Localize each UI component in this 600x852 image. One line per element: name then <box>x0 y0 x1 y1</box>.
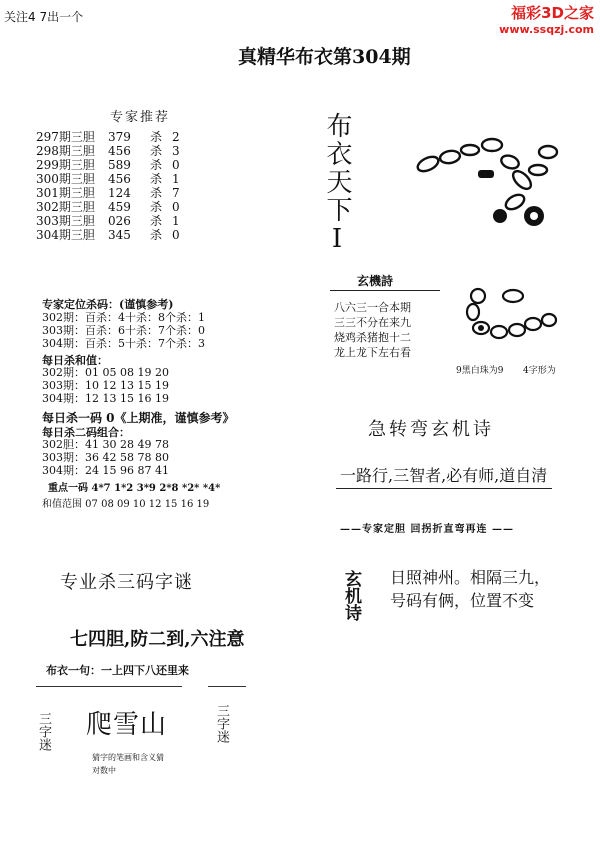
bead-icon <box>461 145 479 155</box>
poem-box-title: 玄機詩 <box>357 274 394 288</box>
recommend-row: 301期三胆 124 杀 7 <box>36 186 180 200</box>
jizhuan-underline <box>336 488 552 489</box>
position-kill-row: 302期：百杀：4十杀：8个杀：1 <box>42 311 205 324</box>
bead-icon <box>439 149 461 164</box>
hint-left: 9黑白珠为9 <box>456 366 504 376</box>
daily-two-row: 303期：36 42 58 78 80 <box>42 451 169 464</box>
bead-icon <box>503 290 523 302</box>
riddle-word: 爬雪山 <box>86 710 168 740</box>
brand-url[interactable]: www.ssqzj.com <box>499 23 594 36</box>
riddle-note-2: 对数中 <box>92 766 116 775</box>
daily-one-title: 每日杀一码 0《上期准，谨慎参考》 <box>42 411 235 425</box>
xuanji-vertical-title: 玄机诗 <box>341 570 361 621</box>
kill-three-title: 专业杀三码字谜 <box>60 572 193 593</box>
recommend-row: 300期三胆 456 杀 1 <box>36 172 180 186</box>
jizhuan-line: 一路行,三智者,必有师,道自清 <box>340 466 548 485</box>
beads-illustration <box>400 130 570 235</box>
sum-range: 和值范围 07 08 09 10 12 15 16 19 <box>42 499 210 510</box>
daily-two-row: 304期：24 15 96 87 41 <box>42 464 169 477</box>
bead-icon <box>482 139 502 151</box>
top-note: 关注4 7出一个 <box>4 10 84 24</box>
bead-icon <box>525 318 541 330</box>
daily-two-title: 每日杀二码组合： <box>42 426 130 439</box>
riddle-label-right: 三字迷 <box>214 704 229 743</box>
kill-three-line: 七四胆,防二到,六注意 <box>70 629 245 650</box>
poem-line: 烧鸡杀猪抱十二 <box>334 331 411 344</box>
ingot-icon <box>478 170 494 178</box>
bead-icon <box>503 192 526 212</box>
daily-sum-row: 304期：12 13 15 16 19 <box>42 392 169 405</box>
position-kill-title: 专家定位杀码：(谨慎参考) <box>42 298 174 311</box>
poem-box-lines <box>334 300 411 360</box>
site-brand[interactable] <box>499 2 594 36</box>
riddle-line-1: 日照神州。相隔三九， <box>390 568 551 587</box>
poem-box-rule <box>330 290 440 291</box>
poem-line: 八六三一合本期 <box>334 301 411 314</box>
daily-sum-title: 每日杀和值： <box>42 354 108 367</box>
divider-right <box>208 686 246 687</box>
bead-icon <box>499 153 520 170</box>
bead-icon <box>542 314 556 326</box>
bead-icon <box>491 326 507 338</box>
riddle-label-left: 三字迷 <box>36 712 51 751</box>
riddle-line-2: 号码有俩，位置不变 <box>390 591 535 610</box>
poem-line: 三三不分在来九 <box>334 316 411 329</box>
poem-line: 龙上龙下左右看 <box>334 346 411 359</box>
bead-icon <box>509 324 525 336</box>
riddle-note-1: 猜字的笔画和含义猜 <box>92 753 164 762</box>
daily-two-row: 302胆：41 30 28 49 78 <box>42 438 169 451</box>
bead-icon <box>529 165 547 175</box>
recommend-row: 303期三胆 026 杀 1 <box>36 214 180 228</box>
daily-sum-list <box>42 366 169 405</box>
coin-icon <box>471 289 485 303</box>
daily-sum-row: 303期：10 12 13 15 19 <box>42 379 169 392</box>
page-title: 真精华布衣第304期 <box>238 46 411 68</box>
bead-icon <box>415 154 440 174</box>
hint-right: 4字形为 <box>523 366 556 376</box>
recommend-row: 302期三胆 459 杀 0 <box>36 200 180 214</box>
position-kill-row: 303期：百杀：6十杀：7个杀：0 <box>42 324 205 337</box>
position-kill-list <box>42 311 205 350</box>
daily-two-list <box>42 438 169 477</box>
bead-icon <box>539 146 557 158</box>
recommend-row: 297期三胆 379 杀 2 <box>36 130 180 144</box>
buyi-one-line: 布衣一句：一上四下八还里来 <box>46 664 189 677</box>
recommend-row: 304期三胆 345 杀 0 <box>36 228 180 242</box>
divider-left <box>36 686 182 687</box>
recommend-title: 专家推荐 <box>110 110 171 125</box>
daily-sum-row: 302期：01 05 08 19 20 <box>42 366 169 379</box>
bead-chain-illustration <box>455 282 585 347</box>
jizhuan-title: 急转弯玄机诗 <box>368 419 494 440</box>
recommend-list <box>36 130 180 242</box>
buyi-vertical-title: 布衣天下I <box>322 112 352 256</box>
recommend-row: 298期三胆 456 杀 3 <box>36 144 180 158</box>
key-code: 重点一码 4*7 1*2 3*9 2*8 *2* *4* <box>48 483 221 494</box>
brand-name: 福彩3D之家 <box>511 4 594 22</box>
coin-icon <box>493 209 507 223</box>
recommend-row: 299期三胆 589 杀 0 <box>36 158 180 172</box>
bead-icon <box>467 304 479 320</box>
expert-note: ——专家定胆 回拐折直弯再连 —— <box>340 524 514 535</box>
position-kill-row: 304期：百杀：5十杀：7个杀：3 <box>42 337 205 350</box>
